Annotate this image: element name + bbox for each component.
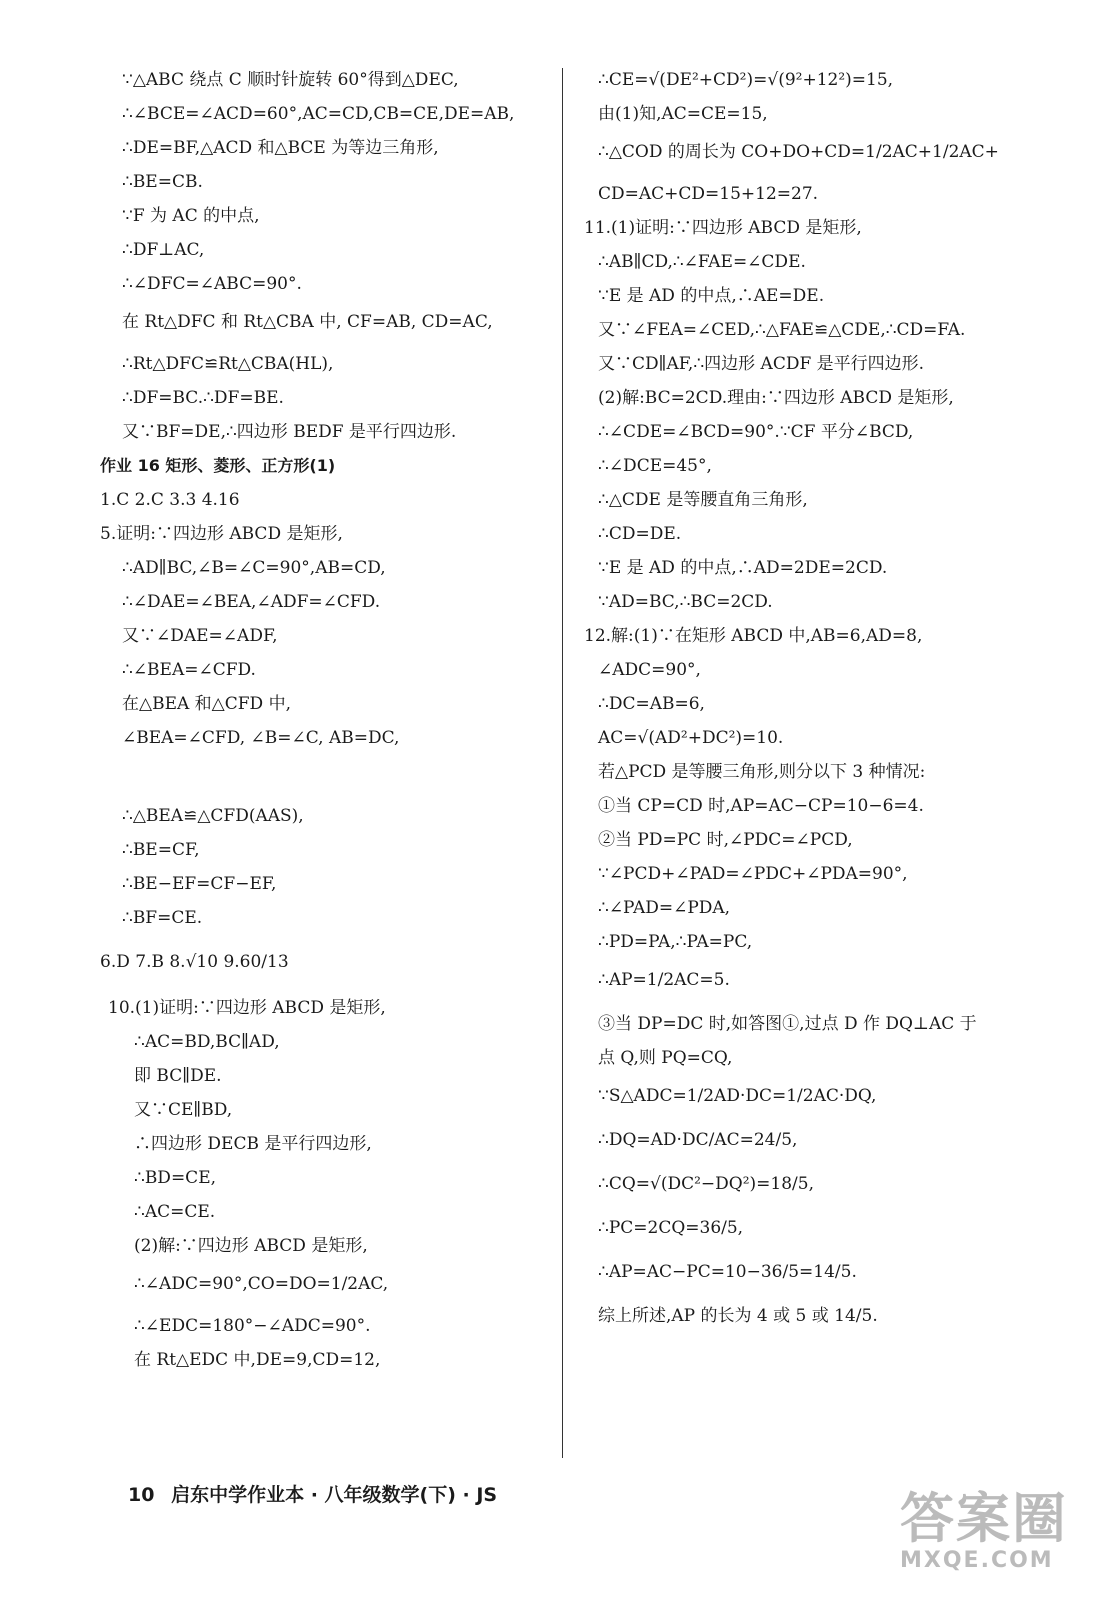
text-line: ∴∠BCE=∠ACD=60°,AC=CD,CB=CE,DE=AB, [122, 104, 515, 124]
text-line: ∴∠DFC=∠ABC=90°. [122, 274, 302, 294]
text-line: ∠ADC=90°, [598, 660, 701, 680]
text-line: ∴DF⊥AC, [122, 240, 205, 260]
left-column [100, 70, 548, 1384]
text-line: ∴△COD 的周长为 CO+DO+CD=1/2AC+1/2AC+ [598, 142, 999, 162]
text-line: ∴DF=BC.∴DF=BE. [122, 388, 284, 408]
problem-line: 10.(1)证明:∵四边形 ABCD 是矩形, [108, 998, 386, 1018]
text-line: ∴BE=CF, [122, 840, 200, 860]
text-line: ∵E 是 AD 的中点,∴AD=2DE=2CD. [598, 558, 888, 578]
book-title: 启东中学作业本 · 八年级数学(下) · JS [171, 1484, 498, 1506]
text-line: ∵△ABC 绕点 C 顺时针旋转 60°得到△DEC, [122, 70, 459, 90]
page-number: 10 [128, 1484, 155, 1506]
text-line: ∴Rt△DFC≌Rt△CBA(HL), [122, 354, 334, 374]
text-line: ∴CQ=√(DC²−DQ²)=18/5, [598, 1174, 815, 1194]
text-line: 由(1)知,AC=CE=15, [598, 104, 768, 124]
text-line: 即 BC∥DE. [134, 1066, 222, 1086]
text-line: ∴BE=CB. [122, 172, 203, 192]
text-line: ∵E 是 AD 的中点,∴AE=DE. [598, 286, 825, 306]
text-line: 若△PCD 是等腰三角形,则分以下 3 种情况: [598, 762, 926, 782]
text-line: ∴∠PAD=∠PDA, [598, 898, 731, 918]
text-line: ∴BE−EF=CF−EF, [122, 874, 277, 894]
text-line: (2)解:∵四边形 ABCD 是矩形, [134, 1236, 368, 1256]
watermark-url: MXQE.COM [900, 1548, 1054, 1573]
text-line: 点 Q,则 PQ=CQ, [598, 1048, 733, 1068]
text-line: ∴∠CDE=∠BCD=90°.∵CF 平分∠BCD, [598, 422, 914, 442]
text-line: ∴∠ADC=90°,CO=DO=1/2AC, [134, 1274, 389, 1294]
text-line: ∴△BEA≌△CFD(AAS), [122, 806, 304, 826]
section-heading: 作业 16 矩形、菱形、正方形(1) [100, 456, 336, 475]
text-line: ∵∠PCD+∠PAD=∠PDC+∠PDA=90°, [598, 864, 908, 884]
text-line: ∵F 为 AC 的中点, [122, 206, 260, 226]
text-line: ∴CD=DE. [598, 524, 682, 544]
text-line: ②当 PD=PC 时,∠PDC=∠PCD, [598, 830, 853, 850]
text-line: ∴∠DAE=∠BEA,∠ADF=∠CFD. [122, 592, 381, 612]
watermark-logo [900, 1487, 1080, 1586]
text-line: ∴AC=BD,BC∥AD, [134, 1032, 280, 1052]
text-line: ③当 DP=DC 时,如答图①,过点 D 作 DQ⊥AC 于 [598, 1014, 977, 1034]
text-line: ∠BEA=∠CFD, ∠B=∠C, AB=DC, [122, 728, 400, 748]
text-line: 又∵∠DAE=∠ADF, [122, 626, 278, 646]
text-line: ∴BD=CE, [134, 1168, 217, 1188]
text-line: ∴AB∥CD,∴∠FAE=∠CDE. [598, 252, 806, 272]
text-line: ①当 CP=CD 时,AP=AC−CP=10−6=4. [598, 796, 924, 816]
text-line: ∴∠DCE=45°, [598, 456, 712, 476]
text-line: ∵S△ADC=1/2AD·DC=1/2AC·DQ, [598, 1086, 877, 1106]
text-line: 又∵BF=DE,∴四边形 BEDF 是平行四边形. [122, 422, 457, 442]
text-line: ∴AP=1/2AC=5. [598, 970, 730, 990]
text-line: ∴AP=AC−PC=10−36/5=14/5. [598, 1262, 857, 1282]
text-line: 又∵CD∥AF,∴四边形 ACDF 是平行四边形. [598, 354, 925, 374]
watermark-title: 答案圈 [900, 1487, 1068, 1550]
answer-line: 1.C 2.C 3.3 4.16 [100, 490, 240, 510]
text-line: ∴DE=BF,△ACD 和△BCE 为等边三角形, [122, 138, 439, 158]
text-line: 在 Rt△EDC 中,DE=9,CD=12, [134, 1350, 381, 1370]
text-line: CD=AC+CD=15+12=27. [598, 184, 819, 204]
text-line: ∴BF=CE. [122, 908, 203, 928]
right-column [584, 70, 1064, 1326]
text-line: ∴△CDE 是等腰直角三角形, [598, 490, 808, 510]
problem-line: 12.解:(1)∵在矩形 ABCD 中,AB=6,AD=8, [584, 626, 923, 646]
text-line: ∴DC=AB=6, [598, 694, 705, 714]
problem-line: 5.证明:∵四边形 ABCD 是矩形, [100, 524, 343, 544]
column-divider [562, 68, 563, 1458]
text-line: ∴AC=CE. [134, 1202, 216, 1222]
text-line: ∴CE=√(DE²+CD²)=√(9²+12²)=15, [598, 70, 894, 90]
answer-line: 6.D 7.B 8.√10 9.60/13 [100, 952, 289, 972]
text-line: AC=√(AD²+DC²)=10. [598, 728, 784, 748]
text-line: ∴∠EDC=180°−∠ADC=90°. [134, 1316, 371, 1336]
text-line: ∴DQ=AD·DC/AC=24/5, [598, 1130, 798, 1150]
text-line: ∴四边形 DECB 是平行四边形, [134, 1134, 372, 1154]
text-line: 综上所述,AP 的长为 4 或 5 或 14/5. [598, 1306, 878, 1326]
text-line: 又∵CE∥BD, [134, 1100, 233, 1120]
text-line: 在 Rt△DFC 和 Rt△CBA 中, CF=AB, CD=AC, [122, 312, 493, 332]
page-footer [128, 1480, 497, 1507]
text-line: ∴PD=PA,∴PA=PC, [598, 932, 753, 952]
problem-line: 11.(1)证明:∵四边形 ABCD 是矩形, [584, 218, 862, 238]
text-line: 在△BEA 和△CFD 中, [122, 694, 291, 714]
text-line: (2)解:BC=2CD.理由:∵四边形 ABCD 是矩形, [598, 388, 954, 408]
text-line: ∴AD∥BC,∠B=∠C=90°,AB=CD, [122, 558, 386, 578]
text-line: ∵AD=BC,∴BC=2CD. [598, 592, 773, 612]
text-line: 又∵∠FEA=∠CED,∴△FAE≌△CDE,∴CD=FA. [598, 320, 966, 340]
text-line: ∴∠BEA=∠CFD. [122, 660, 256, 680]
text-line: ∴PC=2CQ=36/5, [598, 1218, 744, 1238]
